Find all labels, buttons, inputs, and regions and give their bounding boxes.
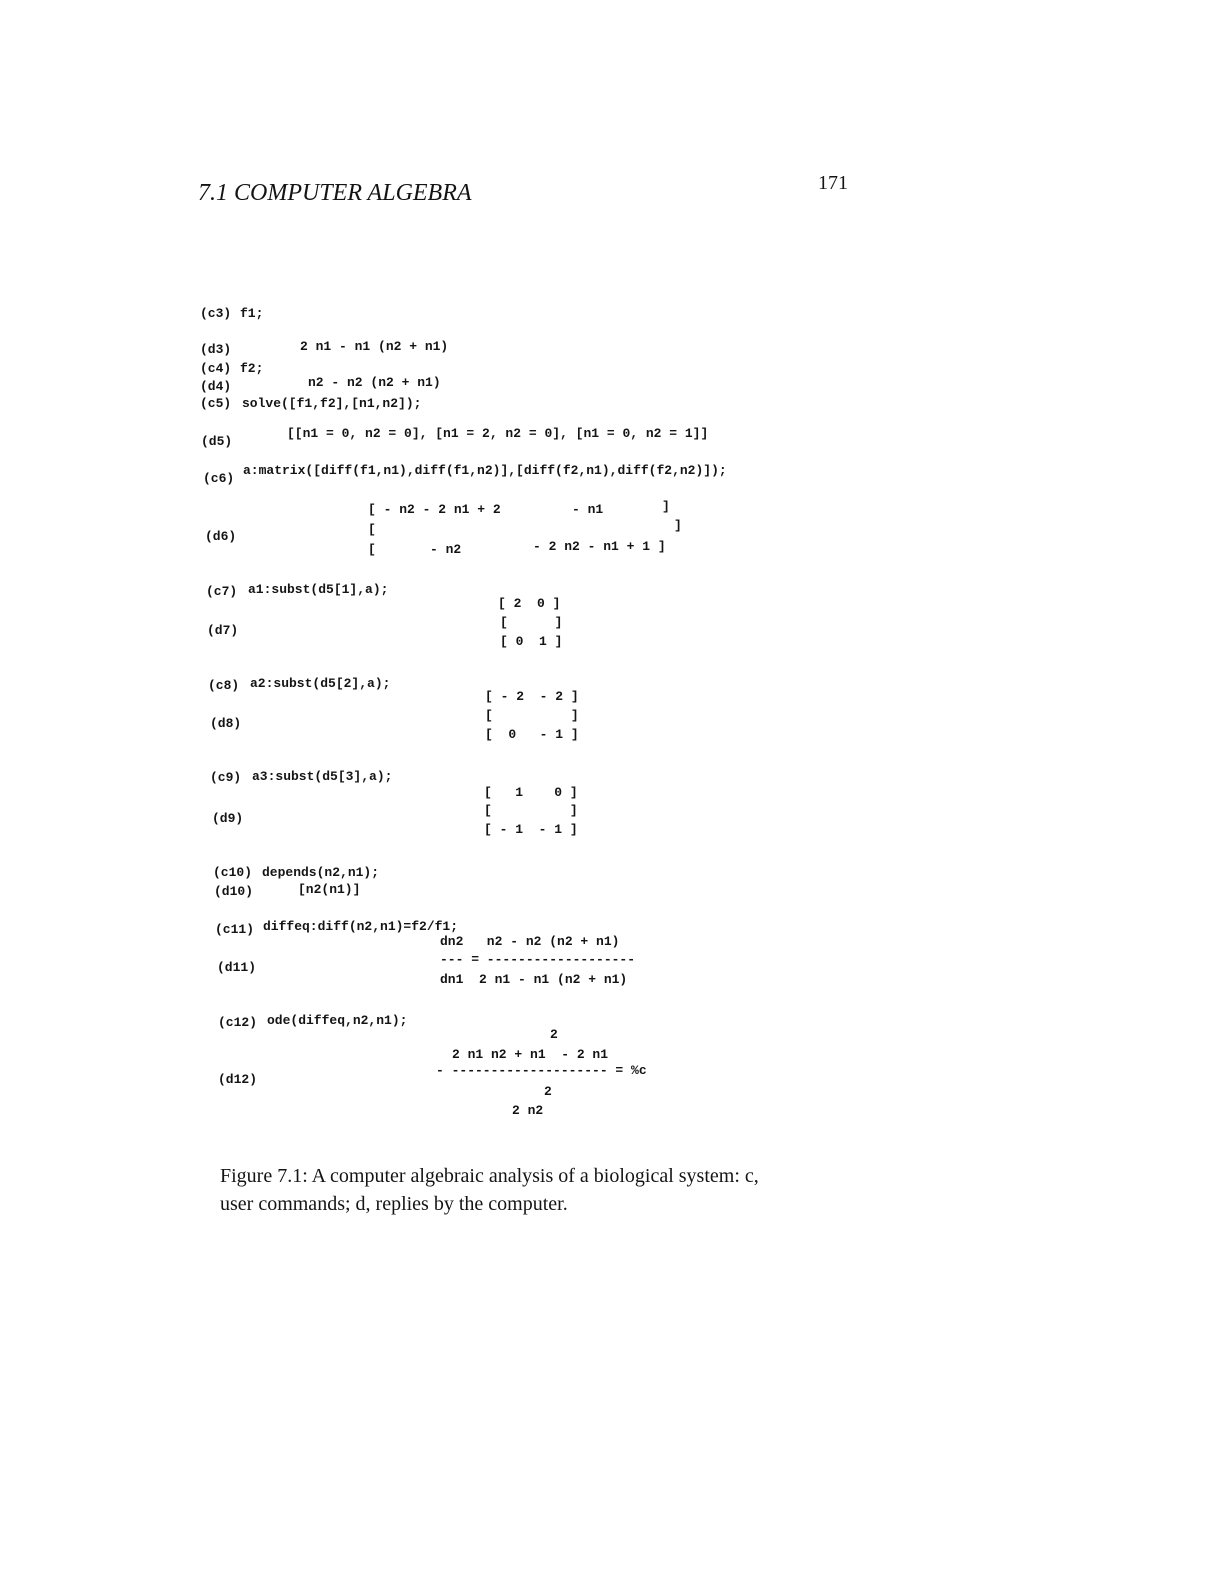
d6-row3-col2: - 2 n2 - n1 + 1 ] bbox=[533, 539, 666, 554]
c12-label: (c12) bbox=[218, 1015, 258, 1030]
c4-command: f2; bbox=[240, 361, 264, 376]
d6-row1-bracket: ] bbox=[662, 499, 670, 514]
c5-label: (c5) bbox=[200, 396, 232, 411]
d8-matrix-row3: [ 0 - 1 ] bbox=[485, 727, 579, 742]
d9-matrix-row1: [ 1 0 ] bbox=[484, 785, 578, 800]
figure-caption bbox=[220, 1162, 900, 1218]
c6-command: a:matrix([diff(f1,n1),diff(f1,n2)],[diff(f2,n1),diff(f2,n2)]); bbox=[243, 463, 727, 478]
d12-numerator: 2 n1 n2 + n1 - 2 n1 bbox=[452, 1047, 609, 1062]
d7-matrix-row1: [ 2 0 ] bbox=[498, 596, 561, 611]
d12-denominator: 2 n2 bbox=[512, 1103, 544, 1118]
d4-expression: n2 - n2 (n2 + n1) bbox=[308, 375, 441, 390]
c5-command: solve([f1,f2],[n1,n2]); bbox=[242, 396, 422, 411]
d10-expression: [n2(n1)] bbox=[298, 882, 361, 897]
caption-line-2: user commands; d, replies by the computer. bbox=[220, 1193, 568, 1215]
d8-matrix-row2: [ ] bbox=[485, 708, 579, 723]
c9-label: (c9) bbox=[210, 770, 242, 785]
c11-label: (c11) bbox=[215, 922, 255, 937]
d6-row3-bracket-left: [ bbox=[368, 542, 376, 557]
c6-label: (c6) bbox=[203, 471, 235, 486]
d9-matrix-row3: [ - 1 - 1 ] bbox=[484, 822, 578, 837]
d6-row1-col2: - n1 bbox=[572, 502, 604, 517]
d6-row2-bracket-right: ] bbox=[674, 518, 682, 533]
d6-row1-col1: [ - n2 - 2 n1 + 2 bbox=[368, 502, 501, 517]
d3-label: (d3) bbox=[200, 342, 232, 357]
d11-numerator-line: dn2 n2 - n2 (n2 + n1) bbox=[440, 934, 620, 949]
c10-label: (c10) bbox=[213, 865, 253, 880]
c3-command: f1; bbox=[240, 306, 264, 321]
c8-label: (c8) bbox=[208, 678, 240, 693]
d12-numerator-exponent: 2 bbox=[550, 1027, 558, 1042]
d8-label: (d8) bbox=[210, 716, 242, 731]
running-head: 7.1 COMPUTER ALGEBRA bbox=[198, 180, 472, 206]
d12-denominator-exponent: 2 bbox=[544, 1084, 552, 1099]
d9-matrix-row2: [ ] bbox=[484, 803, 578, 818]
c7-command: a1:subst(d5[1],a); bbox=[248, 582, 389, 597]
d6-row3-col1: - n2 bbox=[430, 542, 462, 557]
d10-label: (d10) bbox=[214, 884, 254, 899]
d8-matrix-row1: [ - 2 - 2 ] bbox=[485, 689, 579, 704]
c4-label: (c4) bbox=[200, 361, 232, 376]
c12-command: ode(diffeq,n2,n1); bbox=[267, 1013, 408, 1028]
page-number: 171 bbox=[818, 172, 848, 194]
d6-label: (d6) bbox=[205, 529, 237, 544]
d12-label: (d12) bbox=[218, 1072, 258, 1087]
d7-matrix-row2: [ ] bbox=[500, 615, 563, 630]
c9-command: a3:subst(d5[3],a); bbox=[252, 769, 393, 784]
caption-line-1: Figure 7.1: A computer algebraic analysis of a biological system: c, bbox=[220, 1165, 759, 1187]
d11-label: (d11) bbox=[217, 960, 257, 975]
d7-label: (d7) bbox=[207, 623, 239, 638]
d12-fraction-bar: - -------------------- = %c bbox=[436, 1063, 647, 1078]
d7-matrix-row3: [ 0 1 ] bbox=[500, 634, 563, 649]
c8-command: a2:subst(d5[2],a); bbox=[250, 676, 391, 691]
d5-expression: [[n1 = 0, n2 = 0], [n1 = 2, n2 = 0], [n1 = 0, n2 = 1]] bbox=[287, 426, 709, 441]
d11-fraction-bar: --- = ------------------- bbox=[440, 952, 636, 967]
c10-command: depends(n2,n1); bbox=[262, 865, 380, 880]
d5-label: (d5) bbox=[201, 434, 233, 449]
d9-label: (d9) bbox=[212, 811, 244, 826]
d4-label: (d4) bbox=[200, 379, 232, 394]
c11-command: diffeq:diff(n2,n1)=f2/f1; bbox=[263, 919, 459, 934]
d6-row2-bracket-left: [ bbox=[368, 522, 376, 537]
d3-expression: 2 n1 - n1 (n2 + n1) bbox=[300, 339, 449, 354]
d11-denominator-line: dn1 2 n1 - n1 (n2 + n1) bbox=[440, 972, 628, 987]
c7-label: (c7) bbox=[206, 584, 238, 599]
c3-label: (c3) bbox=[200, 306, 232, 321]
